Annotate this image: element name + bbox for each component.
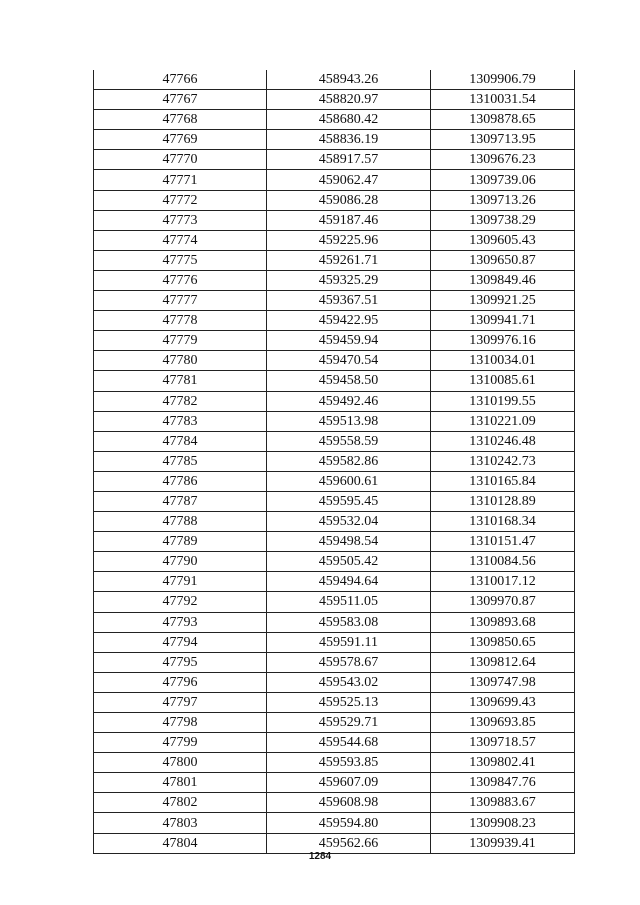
y-coordinate-cell: 1309802.41 (431, 753, 575, 773)
table-row (94, 652, 575, 672)
y-coordinate-cell: 1309906.79 (431, 70, 575, 90)
y-coordinate-cell: 1309738.29 (431, 210, 575, 230)
point-id-cell: 47798 (94, 713, 267, 733)
y-coordinate-cell: 1310034.01 (431, 351, 575, 371)
table-row (94, 471, 575, 491)
coordinates-table (93, 70, 575, 854)
table-row (94, 190, 575, 210)
point-id-cell: 47804 (94, 833, 267, 853)
y-coordinate-cell: 1309693.85 (431, 713, 575, 733)
y-coordinate-cell: 1309976.16 (431, 331, 575, 351)
x-coordinate-cell: 459529.71 (267, 713, 431, 733)
y-coordinate-cell: 1309739.06 (431, 170, 575, 190)
point-id-cell: 47780 (94, 351, 267, 371)
table-row (94, 371, 575, 391)
point-id-cell: 47782 (94, 391, 267, 411)
point-id-cell: 47784 (94, 431, 267, 451)
point-id-cell: 47795 (94, 652, 267, 672)
table-body (94, 70, 575, 853)
x-coordinate-cell: 459470.54 (267, 351, 431, 371)
x-coordinate-cell: 459367.51 (267, 291, 431, 311)
x-coordinate-cell: 459607.09 (267, 773, 431, 793)
point-id-cell: 47796 (94, 672, 267, 692)
x-coordinate-cell: 459459.94 (267, 331, 431, 351)
y-coordinate-cell: 1310128.89 (431, 491, 575, 511)
y-coordinate-cell: 1310031.54 (431, 90, 575, 110)
y-coordinate-cell: 1309713.95 (431, 130, 575, 150)
point-id-cell: 47768 (94, 110, 267, 130)
y-coordinate-cell: 1309676.23 (431, 150, 575, 170)
x-coordinate-cell: 459086.28 (267, 190, 431, 210)
x-coordinate-cell: 458820.97 (267, 90, 431, 110)
x-coordinate-cell: 459532.04 (267, 512, 431, 532)
y-coordinate-cell: 1309718.57 (431, 733, 575, 753)
table-row (94, 70, 575, 90)
table-row (94, 331, 575, 351)
table-row (94, 572, 575, 592)
table-row (94, 130, 575, 150)
table-row (94, 612, 575, 632)
point-id-cell: 47790 (94, 552, 267, 572)
x-coordinate-cell: 459543.02 (267, 672, 431, 692)
table-row (94, 753, 575, 773)
point-id-cell: 47767 (94, 90, 267, 110)
x-coordinate-cell: 459595.45 (267, 491, 431, 511)
x-coordinate-cell: 459594.80 (267, 813, 431, 833)
page-number: 1284 (308, 851, 332, 862)
x-coordinate-cell: 458680.42 (267, 110, 431, 130)
x-coordinate-cell: 459562.66 (267, 833, 431, 853)
point-id-cell: 47777 (94, 291, 267, 311)
table-row (94, 773, 575, 793)
x-coordinate-cell: 459600.61 (267, 471, 431, 491)
y-coordinate-cell: 1310017.12 (431, 572, 575, 592)
x-coordinate-cell: 459591.11 (267, 632, 431, 652)
table-row (94, 110, 575, 130)
table-row (94, 552, 575, 572)
x-coordinate-cell: 459225.96 (267, 230, 431, 250)
point-id-cell: 47801 (94, 773, 267, 793)
x-coordinate-cell: 458917.57 (267, 150, 431, 170)
y-coordinate-cell: 1310165.84 (431, 471, 575, 491)
table-row (94, 391, 575, 411)
y-coordinate-cell: 1310199.55 (431, 391, 575, 411)
y-coordinate-cell: 1309883.67 (431, 793, 575, 813)
point-id-cell: 47797 (94, 692, 267, 712)
y-coordinate-cell: 1309699.43 (431, 692, 575, 712)
table-row (94, 632, 575, 652)
y-coordinate-cell: 1309605.43 (431, 230, 575, 250)
x-coordinate-cell: 459608.98 (267, 793, 431, 813)
x-coordinate-cell: 459558.59 (267, 431, 431, 451)
x-coordinate-cell: 459505.42 (267, 552, 431, 572)
table-row (94, 230, 575, 250)
y-coordinate-cell: 1309941.71 (431, 311, 575, 331)
point-id-cell: 47794 (94, 632, 267, 652)
x-coordinate-cell: 459544.68 (267, 733, 431, 753)
table-row (94, 491, 575, 511)
table-row (94, 150, 575, 170)
y-coordinate-cell: 1310168.34 (431, 512, 575, 532)
x-coordinate-cell: 458836.19 (267, 130, 431, 150)
table-row (94, 692, 575, 712)
table-row (94, 291, 575, 311)
y-coordinate-cell: 1309908.23 (431, 813, 575, 833)
y-coordinate-cell: 1309849.46 (431, 270, 575, 290)
x-coordinate-cell: 459593.85 (267, 753, 431, 773)
table-row (94, 813, 575, 833)
table-row (94, 451, 575, 471)
point-id-cell: 47770 (94, 150, 267, 170)
point-id-cell: 47775 (94, 250, 267, 270)
point-id-cell: 47766 (94, 70, 267, 90)
point-id-cell: 47769 (94, 130, 267, 150)
point-id-cell: 47786 (94, 471, 267, 491)
point-id-cell: 47779 (94, 331, 267, 351)
x-coordinate-cell: 459325.29 (267, 270, 431, 290)
y-coordinate-cell: 1310246.48 (431, 431, 575, 451)
table-row (94, 351, 575, 371)
y-coordinate-cell: 1309650.87 (431, 250, 575, 270)
x-coordinate-cell: 458943.26 (267, 70, 431, 90)
x-coordinate-cell: 459525.13 (267, 692, 431, 712)
point-id-cell: 47799 (94, 733, 267, 753)
point-id-cell: 47776 (94, 270, 267, 290)
x-coordinate-cell: 459494.64 (267, 572, 431, 592)
y-coordinate-cell: 1309812.64 (431, 652, 575, 672)
y-coordinate-cell: 1310085.61 (431, 371, 575, 391)
point-id-cell: 47793 (94, 612, 267, 632)
table-row (94, 210, 575, 230)
y-coordinate-cell: 1309939.41 (431, 833, 575, 853)
table-row (94, 170, 575, 190)
table-row (94, 411, 575, 431)
table-row (94, 532, 575, 552)
x-coordinate-cell: 459578.67 (267, 652, 431, 672)
table-row (94, 733, 575, 753)
table-row (94, 713, 575, 733)
y-coordinate-cell: 1310221.09 (431, 411, 575, 431)
point-id-cell: 47778 (94, 311, 267, 331)
x-coordinate-cell: 459582.86 (267, 451, 431, 471)
x-coordinate-cell: 459513.98 (267, 411, 431, 431)
y-coordinate-cell: 1309847.76 (431, 773, 575, 793)
y-coordinate-cell: 1309878.65 (431, 110, 575, 130)
y-coordinate-cell: 1310151.47 (431, 532, 575, 552)
table-row (94, 512, 575, 532)
point-id-cell: 47773 (94, 210, 267, 230)
table-row (94, 592, 575, 612)
x-coordinate-cell: 459062.47 (267, 170, 431, 190)
table-row (94, 90, 575, 110)
x-coordinate-cell: 459583.08 (267, 612, 431, 632)
point-id-cell: 47792 (94, 592, 267, 612)
point-id-cell: 47789 (94, 532, 267, 552)
point-id-cell: 47800 (94, 753, 267, 773)
point-id-cell: 47803 (94, 813, 267, 833)
table-row (94, 270, 575, 290)
point-id-cell: 47802 (94, 793, 267, 813)
y-coordinate-cell: 1309850.65 (431, 632, 575, 652)
table-row (94, 793, 575, 813)
y-coordinate-cell: 1310084.56 (431, 552, 575, 572)
x-coordinate-cell: 459511.05 (267, 592, 431, 612)
y-coordinate-cell: 1309747.98 (431, 672, 575, 692)
y-coordinate-cell: 1309713.26 (431, 190, 575, 210)
point-id-cell: 47774 (94, 230, 267, 250)
x-coordinate-cell: 459422.95 (267, 311, 431, 331)
point-id-cell: 47781 (94, 371, 267, 391)
x-coordinate-cell: 459498.54 (267, 532, 431, 552)
table-row (94, 431, 575, 451)
x-coordinate-cell: 459492.46 (267, 391, 431, 411)
table-row (94, 672, 575, 692)
y-coordinate-cell: 1309970.87 (431, 592, 575, 612)
x-coordinate-cell: 459261.71 (267, 250, 431, 270)
point-id-cell: 47791 (94, 572, 267, 592)
point-id-cell: 47783 (94, 411, 267, 431)
point-id-cell: 47787 (94, 491, 267, 511)
point-id-cell: 47785 (94, 451, 267, 471)
table-row (94, 311, 575, 331)
x-coordinate-cell: 459187.46 (267, 210, 431, 230)
y-coordinate-cell: 1310242.73 (431, 451, 575, 471)
table-row (94, 250, 575, 270)
point-id-cell: 47772 (94, 190, 267, 210)
point-id-cell: 47771 (94, 170, 267, 190)
y-coordinate-cell: 1309921.25 (431, 291, 575, 311)
y-coordinate-cell: 1309893.68 (431, 612, 575, 632)
point-id-cell: 47788 (94, 512, 267, 532)
x-coordinate-cell: 459458.50 (267, 371, 431, 391)
